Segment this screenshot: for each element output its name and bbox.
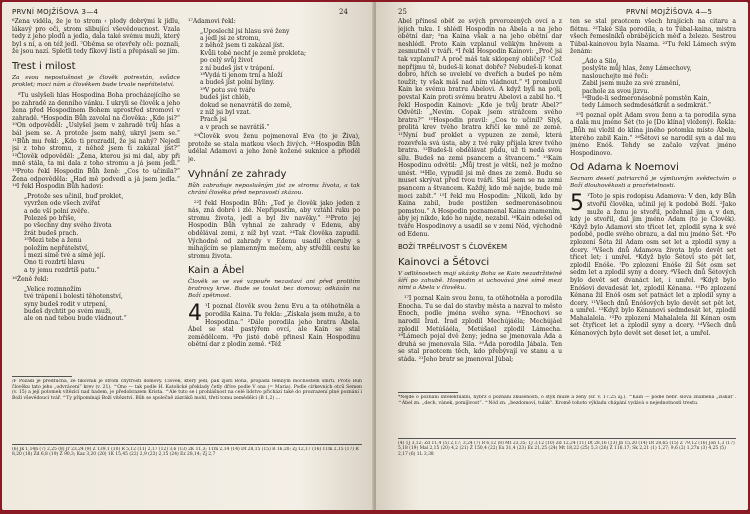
right-page <box>376 2 748 510</box>
poetry-block: „Velice rozmnožím tvé trápení i bolesti těhotenství, syny budeš rodit v utrpení, budeš dychtit po svém muži, ale on nad tebou bude vládnout.“ <box>24 285 127 323</box>
section-heading: Kainovci a Šétovci <box>398 257 490 269</box>
section-heading: Vyhnání ze zahrady <box>188 168 287 180</box>
running-head: PRVNÍ MOJŽÍŠOVA 4—5 <box>626 8 713 16</box>
paragraph: ²⁵I poznal opět Adam svou ženu a ta porodila syna a dala mu jméno Šét (to je [Do klína] vložený). Řekla: „Bůh mi vložil do klína jiného potomka místo Ábela, kterého zabil Kain.“ ²⁶Šétovi se narodil syn a dal mu jméno Enóš. Tehdy se začalo vzývat jméno Hospodinovo. <box>570 111 736 157</box>
paragraph: ¹I poznal člověk svou ženu Evu a ta otěhotněla a porodila Kaina. Tu řekla: „Získala jsem muže, a to Hospodina.“ ²Dále porodila jeho bratra Ábela. Ábel se stal pastýřem ovcí, ale Kain se stal zemědělcem. ³Po jisté době přinesl Kain Hospodinu obětní dar z plodin země. ⁴Též <box>188 303 360 349</box>
chapter-number: 5 <box>570 191 584 217</box>
section-heading: Od Adama k Noemovi <box>570 162 679 174</box>
running-head: PRVNÍ MOJŽÍŠOVA 3—4 <box>12 8 99 16</box>
left-column-1 <box>12 18 180 370</box>
paragraph: ⁶Žena viděla, že je to strom ‹ plody dobrými k jídlu, lákavý pro oči, strom slibující vševědoucnost. Vzala tedy z jeho plodů a jedla, dala také svému muži, který byl s ní, a on též jedl. ⁷Oběma se otevřely oči: poznali, že jsou nazí. Spletli tedy fíkový listí a přepásali se jím. <box>12 18 180 56</box>
cross-references: (4) 1J 3,12; Žd 11,4 (5) 2,17; 3,24 (7) Ř 6,12 (8) Mt 23,35; 1J 3,12 (10) Žd 12,24 (11) Dt 28,16 (13) Jb 15,20 (14) Dt 28,65 (15) Ž 79,12 (16) Jon 1,3 (17) 5,18 (19) Mal 2,15 (20) 4,2 (21) Ž 150,4 (22) Ex 31,4 (23) Ex 21,25 (24) Mt 18,22 (25) 5,3 (26) Ž 116,17; Sk 2,21 (1) 1,27; 9,6 (2) 1,27n (3) 4,25 (5) 2,17 (6) 1L 3,38 <box>398 441 735 457</box>
reference-rule <box>398 438 736 439</box>
paragraph: ¹Toto je spis rodopisu Adamova: V den, kdy Bůh stvořil člověka, učinil jej k podobě Boží. ²Jako muže a ženu je stvořil, požehnal jim a v den, kdy je stvořil, dal jim jméno Adam (to je Člověk). ³Když bylo Adamovi sto třicet let, zplodil syna k své podobě, podle svého obrazu, a dal mu jméno Šét. ⁴Po zplození Šéta žil Adam osm set let a zplodil syny a dcery. ⁵Všech dnů Adamova života bylo devět set třicet let; i umřel. ⁶Když bylo Šétovi sto pět let, zplodil Enóše. ⁷Po zplození Enóše žil Šét osm set sedm let a zplodil syny a dcery. ⁸Všech dnů Šétových bylo devět set dvanáct let, i umřel. ⁹Když bylo Enóšovi devadesát let, zplodil Kénana. ¹⁰Po zplození Kénana žil Enóš osm set patnáct let a zplodil syny a dcery. ¹¹Všech dnů Enóšových bylo devět set pět let, a umřel. ¹²Když bylo Kénanovi sedmdesát let, zplodil Mahalalela. ¹³Po zplození Mahalalela žil Kénan osm set čtyřicet let a zplodil syny a dcery. ¹⁴Všech dnů Kénanových bylo devět set deset let, a umřel. <box>570 193 736 338</box>
paragraph: ¹⁷Adamovi řekl: <box>188 18 236 25</box>
footnote-rule <box>12 376 72 377</box>
page-number: 25 <box>398 8 407 16</box>
section-heading: Trest i milost <box>12 60 76 72</box>
section-intro: Bůh zabraňuje neposlušným jíst ze stromu života, a tak chrání člověka před nepravostí zkázou. <box>188 182 360 196</box>
poetry-block: „Protože ses učinil, buď proklet, vyvržen ode všech zvířat a ode vší polní zvěře. Polezeš po břiše, po všechny dny svého života žrát budeš prach. ¹⁵Mezi tebe a ženu položím nepřátelství, i mezi símě tvé a símě její. Ono ti rozdrtí hlavu a ty jemu rozdrtíš patu.“ <box>24 192 124 274</box>
section-intro: V odlišnostech mají ukázky Boha se Kain nezadržitelně šíří po zahubě. Hospodin si uchovává jiné símě mezi nimi a Ábela v člověku. <box>398 271 562 292</box>
footnotes: /F Pozadí je předtucha, že fíkovník je strom chytrosti domovy. Člověk, který jedl, pak zjistí Boha, propadá temným mocnostem smrti. Proto Bůh člověku tato jeho „odvrácení“ krev (v. 21). ^Ono — tak podle H. Katolické překlady četly dříve podle V ona (= Maria). Podle církevních otců Semen (v. 15) a její potomek vítězící nad hadem, je předobrazem Krista. ^Ale tuto se i prohlášnost na celé lidstvo přichází také do prozrazení plné poznání i Boží vševědoucí tvář. ^Ty připomínají Boží vítězství. Bůh se společně zázráků mohl, třetí tomu zemědělci (B 1,2) ... <box>12 379 362 401</box>
poetry-block: „Uposlechl jsi hlasu své ženy a jedl jsi ze stromu, z něhož jsem ti zakázal jíst. Kvůli tobě nechť je země prokleta; po celý svůj život z ní budeš jíst v trápení. ¹⁸Vydá ti jenom trní a hloží a budeš jíst polní byliny. ¹⁹V potu své tváře budeš jíst chléb, dokud se nenavrátíš do země, z níž jsi byl vzat. Prach jsi a v prach se navrátíš.“ <box>200 27 307 131</box>
footnotes: *Nejde o poznání intelektuální, nýbrž o poznání zkušeností, o styk muže a ženy (sr. v. 17.25 aj.). ^Kain — podle hebr. slova znamená „získat“. ^Ábel zn. „dech, vánek, pomíjivost“. ^Nód zn. „bezdomoví, tulák“. Kromě tohoto výkladu chápání vydává o nejednotnosti trestu. <box>398 395 736 406</box>
section-intro: Seznam desetí patriarchů je výmluvným svědectvím o Boží dlouhověkosti a prozřetelnosti. <box>570 176 736 190</box>
section-heading: Kain a Ábel <box>188 265 245 277</box>
paragraph: ¹⁶Ženě řekl: <box>12 276 49 284</box>
poetry-block: „Ádo a Silo, poslyšte můj hlas, ženy Lámechovy, naslouchejte mé řeči: Zabil jsem muže za své zranění, pachole za svou jizvu. ²⁴Bude-li sedmeronásobně pomstěn Kain, tedy Lámech sedmdesátkrát a sedmkrát.“ <box>582 57 712 110</box>
left-page <box>2 2 374 510</box>
paragraph: ²²I řekl Hospodin Bůh: „Teď je člověk jako jeden z nás, zná dobré i zlé. Nepřipustím, aby vztáhl ruku po stromu života, jedl a byl živ navěky.“ ²³Proto jej Hospodin Bůh vyhnal ze zahrady v Edenu, aby obdělával zemi, z níž byl vzat. ²⁴Tak člověka zapudil. Východně od zahrady v Edenu usadil cheruby s mihajícím se plamenným mečem, aby střežili cestu ke stromu života. <box>188 199 360 260</box>
chapter-number: 4 <box>188 301 202 327</box>
reference-rule <box>12 444 362 445</box>
paragraph: ²⁰Člověk svou ženu pojmenoval Eva (to je Živa), protože se stala matkou všech živých. ²¹Hospodin Bůh udělal Adamovi a jeho ženě kožené suknice a přioděl je. <box>188 133 360 164</box>
book-spread <box>2 2 748 510</box>
section-heading: BOŽÍ TRPĚLIVOST S ČLOVĚKEM <box>398 243 507 252</box>
cross-references: (6) Jk 1,14n (7) 2,25 (8) Jr 23,24 (9) Ž 139,1 (10) Ř 5,12 (11) 2,17 (12) 3,6 (13) 2K 11,3; 1Tm 2,14 (14) Dt 28,15 (15) Ř 16,20; Zj 12,17 (16) 1Tm 2,15 (17) Ř 8,20 (18) Žd 6,8 (19) Ž 90,3; Kaz 3,20 (20) 1K 15,45 (22) 2,9 (23) 2,15 (24) Ez 28,14; Zj 2,7 <box>12 447 359 458</box>
paragraph: ⁸Tu uslyšeli hlas Hospodina Boha procházejícího se po zahradě za denního vánku. I ukryli se člověk a jeho žena před Hospodinem Bohem uprostřed stromoví v zahradě. ⁹Hospodin Bůh zavolal na člověka: „Kde jsi?“ ¹⁰On odpověděl: „Uslyšel jsem v zahradě tvůj hlas a bál jsem se. A protože jsem nahý, ukryl jsem se.“ ¹¹Bůh mu řekl: „Kdo ti prozradil, že jsi nahý? Nejedl jsi z toho stromu, z něhož jsem ti zakázal jíst?“ ¹²Člověk odpověděl: „Žena, kterou jsi mi dal, aby při mně stála, ta mi dala z toho stromu a já jsem jedl.“ ¹³Proto řekl Hospodin Bůh ženě: „Cos to učinila?“ Žena odpověděla: „Had mě podvedl a já jsem jedla.“ ¹⁴I řekl Hospodin Bůh hadovi: <box>12 91 180 191</box>
section-intro: Za svou neposlušnost je člověk potrestán, svůdce proklet; moci nám a člověkem bude trvale nepřátelství. <box>12 74 180 88</box>
paragraph: ten se stal praotcem všech hrajících na citaru a flétnu. ²²Také Sila porodila, a to Túbal-kaina, mistra všech řemeslníků obrábějících měď a železo. Sestrou Túbal-kainovou byla Naama. ²³Tu řekl Lámech svým ženám: <box>570 18 736 56</box>
paragraph: ¹⁷I poznal Kain svou ženu, ta otěhotněla a porodila Enocha. Tu se dal do stavby města a nazval to město Enoch, podle jména svého syna. ¹⁸Enochovi se narodil Írad. Írad zplodil Mechújáéla; Mechújáel zplodil Metúšáéla, Metúšael zplodil Lámecha. ¹⁹Lámech pojal dvě ženy; jedna se jmenovala Áda a druhá se jmenovala Sila. ²⁰Áda porodila Jábala. Ten se stal praotcem těch, kdo přebývají ve stanu a u stáda. ²¹Jeho bratr se jmenoval Júbal; <box>398 295 562 363</box>
footnote-rule <box>398 392 458 393</box>
page-number: 24 <box>339 8 348 16</box>
section-intro: Člověk se ve své vzpouře nezastaví ani před prolitím bratrovy krve. Bude se toulat bez domova; odkázán na Boží zpětmost. <box>188 279 360 300</box>
paragraph: Ábel přinesl oběť ze svých prvorozených ovcí a z jejich tuku. I shlédl Hospodin na Ábela a na jeho obětní dar; ⁵na Kaina však a na jeho obětní dar neshlédl. Proto Kain vzplanul velikým hněvem a zesmutněl v tváři. ⁶I řekl Hospodin Kainovi: „Proč jsi tak vzplanul? A proč máš tak sklopený obličej? ⁷Což nepřijmu tě, budeš-li konat dobře? Nebudeš-li konat dobro, hřích se uvelebí ve dveřích a budeš po něm toužit; ty však máš nad ním vládnout.“ ⁸I promluvil Kain ke svému bratru Ábelovi. A když byli na poli, povstal Kain proti svému bratru Ábelovi a zabil ho. ⁹I řekl Hospodin Kainovi: „Kde je tvůj bratr Ábel?“ Odvětil: „Nevím. Copak jsem strážcem svého bratra?“ ¹⁰Hospodin pravil: „Cos to učinil? Slyš, prolitá krev tvého bratra křičí ke mně ze země. ¹¹Nyní buď proklet a vypuzen ze země, která rozevřela svá ústa, aby z tvé ruky přijala krev tvého bratra. ¹²Budeš-li obdělávat půdu, už ti nedá svou sílu. Budeš na zemi psancem a štvancem.“ ¹³Kain Hospodinu odvětil: „Můj trest je větší, než je možno unést. ¹⁴Hle, vypudil jsi mě dnes ze země. Budu se muset skrývat před tvou tváří. Stal jsem se na zemi psancem a štvancem. Každý, kdo mě najde, bude mě moci zabít.“ ¹⁵I řekl mu Hospodin: „Nikoli, kdo by Kaina zabil, bude postižen sedmeronásobnou pomstou.“ A Hospodin poznamenal Kaina znamením, aby jej nikdo, kdo ho najde, nezabil. ¹⁶Kain odešel od tváře Hospodinovy a usadil se v zemi Nód, východně od Edenu. <box>398 18 562 238</box>
right-column-2 <box>570 18 736 370</box>
left-column-2 <box>188 18 360 370</box>
right-column-1 <box>398 18 562 370</box>
